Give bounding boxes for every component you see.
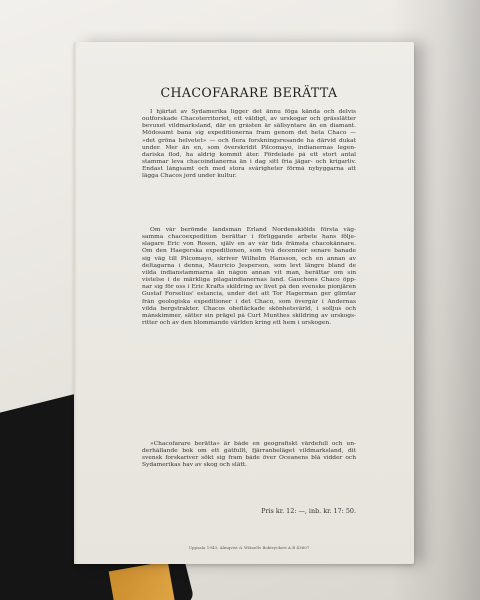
text-line: vilda indianstammarna än någon annan vit man, berättar om sin <box>142 269 356 276</box>
text-line: outforskade Chacoterritoriet, ett väldigt, av urskogar och grässlätter <box>142 116 356 123</box>
text-line: stammar leva chacoindianerna än i dag sitt fria jägar- och krigarliv. <box>142 159 356 166</box>
text-line: sig väg till Pilcomayo, skriver Wilhelm Hansson, och en annan av <box>142 255 356 262</box>
printer-imprint: Uppsala 1943. Almqvist & Wiksells Boktryckeri A.B 43607 <box>188 545 310 550</box>
text-line: »Chacofarare berätta» är både en geografiskt värdefull och un- <box>150 441 356 447</box>
text-line: lägga Chacos jord under kultur. <box>142 173 237 180</box>
text-line: I hjärtat av Sydamerika ligger det ännu föga kända och delvis <box>150 109 356 115</box>
cover-text-block <box>142 85 356 550</box>
book-back-cover <box>74 42 414 564</box>
cover-edge <box>74 42 77 564</box>
text-line: Om vår berömde landsman Erland Nordenskiölds första väg- <box>150 227 356 233</box>
text-line: nar sig för oss i Eric Krafts skildring av livet på den svenske pionjären <box>142 284 356 291</box>
text-line: derhållande bok om ett gåtfullt, fjärranbeläget vildmarksland, dit <box>142 448 356 455</box>
text-line: dariska flod, ha aldrig kommit åter. Fördelade på ett stort antal <box>142 151 356 158</box>
text-line: under. Mer än en, som överskridit Pilcomayo, indianernas legen- <box>142 144 356 151</box>
text-line: vilda bergstrakter. Chacos obefläckade skönhetsvärld, i solljus och <box>142 305 356 312</box>
text-line: Gustaf Forselius' estancia, under det att Tor Hagerman ger glimtar <box>142 291 356 298</box>
paragraph-3 <box>142 441 356 470</box>
text-line: Endast långsamt och med stora svårigheter förmå nybyggarna att <box>142 166 356 173</box>
text-line: ritter och av den blommande världen kring ett hem i urskogen. <box>142 320 331 327</box>
text-line: månskimmer, sätter sin prägel på Curt Munthes skildring av urskogs- <box>142 312 356 319</box>
text-line: samma chacoexpedition berättar i förliggande arbete hans följe- <box>142 234 356 241</box>
text-line: bevuxet vildmarksland, där en gråsten är sällsyntare än en diamant. <box>142 123 356 130</box>
text-line: slagare Eric von Rosen, själv en av vår tids främsta chacokännare. <box>142 241 356 248</box>
text-line: Mödosamt bana sig expeditionerna fram genom det heta Chaco — <box>142 130 356 137</box>
text-line: från geologiska expeditioner i det Chaco, som övergår i Andernas <box>142 298 356 305</box>
paragraph-1 <box>142 109 356 181</box>
book-title: CHACOFARARE BERÄTTA <box>160 85 338 100</box>
paragraph-2 <box>142 227 356 327</box>
text-line: »det gröna helvetet» — och flera forskningsresande ha därvid dukat <box>142 137 356 144</box>
text-line: svensk forskariver sökt sig fram både över Oceanens blå vidder och <box>142 455 356 462</box>
price-line: Pris kr. 12: —, inb. kr. 17: 50. <box>261 507 356 515</box>
text-line: Sydamerikas hav av skog och slätt. <box>142 462 247 469</box>
text-line: Om den Haegerska expeditionen, som två decennier senare banade <box>142 248 356 255</box>
text-line: vistelse i de märkliga pilagaindianernas land. Gauchons Chaco öpp- <box>142 277 356 284</box>
text-line: deltagarna i denna, Mauricio Jesperson, som levt längre bland de <box>142 262 356 269</box>
